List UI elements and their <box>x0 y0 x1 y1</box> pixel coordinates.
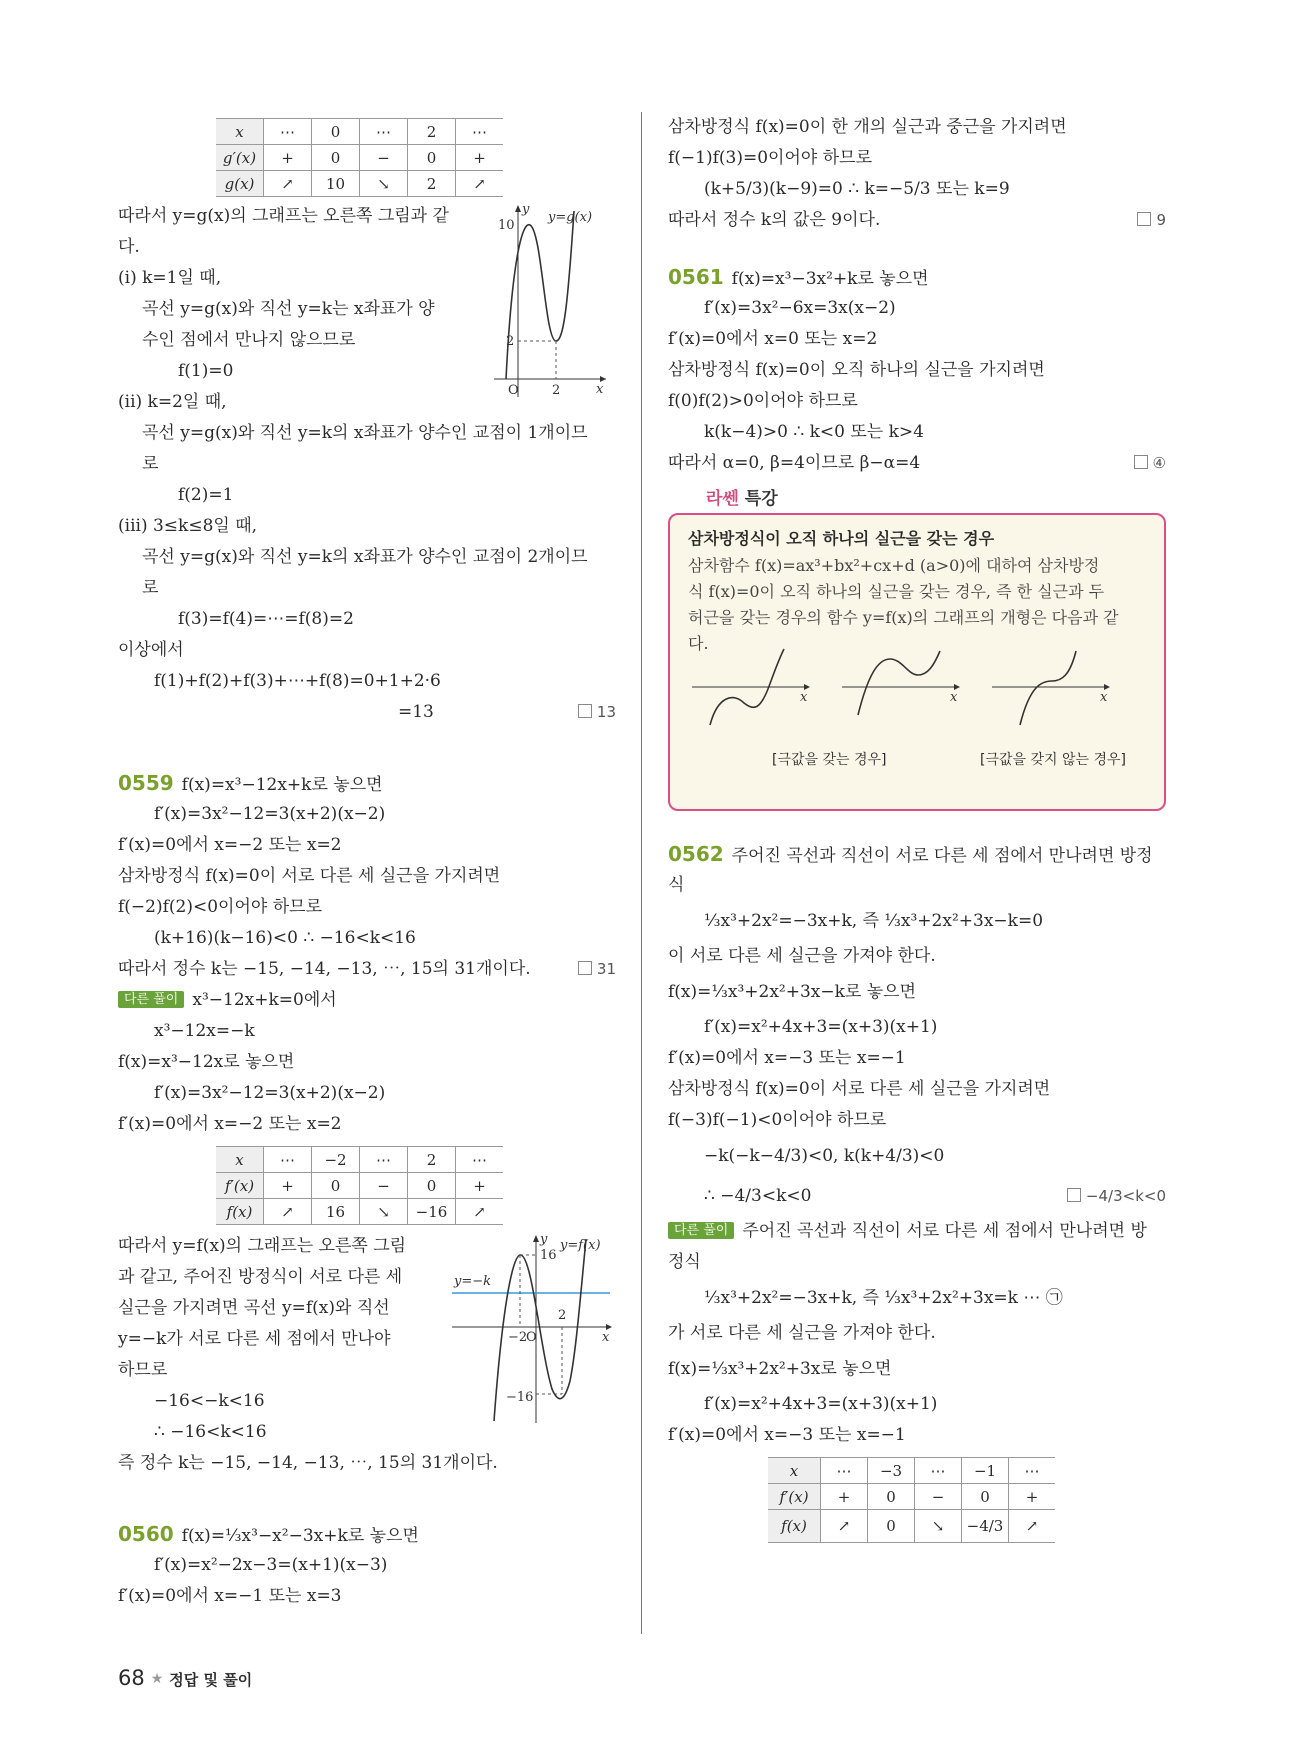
table-cell: + <box>264 1173 312 1199</box>
conclusion: ∴ −4/3<k<0 <box>704 1186 812 1206</box>
answer-mark <box>578 954 616 985</box>
answer-value: 31 <box>596 960 616 978</box>
table-cell: 2 <box>408 171 456 197</box>
text-line: 따라서 y=g(x)의 그래프는 오른쪽 그림과 같 <box>118 206 449 226</box>
g-graph-block <box>118 201 616 398</box>
y-label: y <box>522 202 530 217</box>
text-line: f(1)+f(2)+f(3)+⋯+f(8)=0+1+2·6 <box>154 671 441 691</box>
y-label: y <box>540 1232 548 1247</box>
table-cell: 2 <box>408 119 456 145</box>
alt-solution-badge: 다른 풀이 <box>668 1222 734 1239</box>
text-line: f′(x)=0에서 x=0 또는 x=2 <box>668 329 878 349</box>
alt-head: 주어진 곡선과 직선이 서로 다른 세 점에서 만나려면 방 <box>742 1221 1147 1241</box>
table-cell: −4/3 <box>962 1510 1009 1543</box>
text-line: −16<−k<16 <box>154 1391 265 1411</box>
text-line: 로 <box>142 454 159 474</box>
table-cell: ↗ <box>264 1199 312 1225</box>
table-cell: ↗ <box>456 1199 504 1225</box>
table-cell: + <box>456 145 504 171</box>
conclusion: 따라서 정수 k의 값은 9이다. <box>668 210 881 230</box>
tip-caption-1: [극값을 갖는 경우] <box>772 752 887 768</box>
text-line: 삼차방정식 f(x)=0이 오직 하나의 실근을 가지려면 <box>668 360 1045 380</box>
text-line <box>668 448 1166 479</box>
function-label: y=f(x) <box>560 1238 601 1253</box>
table-cell: f(x) <box>216 1199 264 1225</box>
problem-number: 0559 <box>118 771 174 795</box>
tip-content <box>668 513 1166 811</box>
text-line: (iii) 3≤k≤8일 때, <box>118 516 258 536</box>
alt-head: x³−12x+k=0에서 <box>192 990 337 1010</box>
table-cell: x <box>768 1458 821 1484</box>
graph-f <box>448 1231 616 1427</box>
table-cell: 0 <box>962 1484 1009 1510</box>
text-line: f′(x)=0에서 x=−2 또는 x=2 <box>118 835 342 855</box>
page-footer <box>118 1666 252 1690</box>
result-value: =13 <box>398 702 434 722</box>
text-line: f′(x)=x²+4x+3=(x+3)(x+1) <box>704 1017 938 1037</box>
tip-curve-3 <box>1020 651 1076 725</box>
page-number: 68 <box>118 1666 145 1690</box>
table-cell: 2 <box>408 1147 456 1173</box>
text-line: 과 같고, 주어진 방정식이 서로 다른 세 <box>118 1267 403 1287</box>
conclusion: 따라서 정수 k는 −15, −14, −13, ⋯, 15의 31개이다. <box>118 959 531 979</box>
text-line: 이상에서 <box>118 640 184 660</box>
answer-box-icon <box>1134 455 1148 469</box>
problem-number: 0560 <box>118 1522 174 1546</box>
tick-label: 16 <box>540 1248 557 1263</box>
answer-mark <box>1067 1176 1166 1216</box>
text-line: (ii) k=2일 때, <box>118 392 227 412</box>
table-cell: ⋯ <box>360 119 408 145</box>
tip-box <box>668 485 1166 811</box>
table-cell: ↗ <box>264 171 312 197</box>
graph-g <box>490 201 610 401</box>
problem-0560-header <box>118 1519 616 1550</box>
text-line: f(0)f(2)>0이어야 하므로 <box>668 391 858 411</box>
table-cell: 0 <box>312 1173 360 1199</box>
problem-head: f(x)=x³−12x+k로 놓으면 <box>181 775 383 795</box>
tip-graphs <box>682 645 1152 735</box>
column-divider <box>641 112 642 1634</box>
text-line: f(−1)f(3)=0이어야 하므로 <box>668 148 872 168</box>
table-cell: ↘ <box>915 1510 962 1543</box>
problem-number: 0561 <box>668 265 724 289</box>
table-cell: − <box>360 1173 408 1199</box>
text-line: (k+16)(k−16)<0 ∴ −16<k<16 <box>154 928 416 948</box>
answer-mark <box>1134 448 1166 479</box>
table-cell: ⋯ <box>456 1147 504 1173</box>
text-line <box>668 1176 1166 1216</box>
answer-value: 9 <box>1156 211 1166 229</box>
text-line: f(2)=1 <box>178 485 234 505</box>
table-cell: ↘ <box>360 171 408 197</box>
text-line: 곡선 y=g(x)와 직선 y=k는 x좌표가 양 <box>142 299 435 319</box>
text-line <box>118 954 616 985</box>
text-line <box>118 697 616 728</box>
text-line: f(3)=f(4)=⋯=f(8)=2 <box>178 609 354 629</box>
variation-table-g <box>216 118 503 197</box>
function-label: y=g(x) <box>548 210 593 225</box>
table-cell: 16 <box>312 1199 360 1225</box>
text-line: 로 <box>142 578 159 598</box>
x-label: x <box>596 382 604 397</box>
tip-line: 식 f(x)=0이 오직 하나의 실근을 갖는 경우, 즉 한 실근과 두 <box>688 582 1105 601</box>
table-cell: ⋯ <box>821 1458 868 1484</box>
tick-label: −2 <box>508 1330 528 1345</box>
text-line: 가 서로 다른 세 실근을 가져야 한다. <box>668 1323 936 1343</box>
table-cell: f(x) <box>768 1510 821 1543</box>
problem-head: f(x)=x³−3x²+k로 놓으면 <box>731 269 929 289</box>
table-cell: ↗ <box>1009 1510 1056 1543</box>
text-line: 삼차방정식 f(x)=0이 한 개의 실근과 중근을 가지려면 <box>668 117 1067 137</box>
right-column <box>668 112 1166 1547</box>
text-line: x³−12x=−k <box>154 1021 255 1041</box>
x-label: x <box>950 690 958 705</box>
tip-line: 삼차함수 f(x)=ax³+bx²+cx+d (a>0)에 대하여 삼차방정 <box>688 556 1100 575</box>
table-cell: x <box>216 1147 264 1173</box>
f-graph-block <box>118 1231 616 1448</box>
text-line: 삼차방정식 f(x)=0이 서로 다른 세 실근을 가지려면 <box>118 866 501 886</box>
text-line: f(1)=0 <box>178 361 234 381</box>
table-cell: + <box>456 1173 504 1199</box>
text-line: ∴ −16<k<16 <box>154 1422 267 1442</box>
tick-label: 2 <box>506 334 515 349</box>
text-line: (k+5/3)(k−9)=0 ∴ k=−5/3 또는 k=9 <box>704 179 1010 199</box>
problem-0559-header <box>118 768 616 799</box>
text-line: f′(x)=3x²−12=3(x+2)(x−2) <box>154 1083 386 1103</box>
left-column <box>118 112 616 1612</box>
x-label: x <box>1100 690 1108 705</box>
text-line: f(−2)f(2)<0이어야 하므로 <box>118 897 322 917</box>
alt-solution-badge: 다른 풀이 <box>118 991 184 1008</box>
variation-table-f-0559 <box>216 1146 503 1225</box>
text-line: 다. <box>118 237 140 257</box>
tick-label: 2 <box>552 383 561 398</box>
text-line: f′(x)=3x²−12=3(x+2)(x−2) <box>154 804 386 824</box>
table-cell: − <box>915 1484 962 1510</box>
table-cell: ⋯ <box>264 119 312 145</box>
table-cell: ⋯ <box>1009 1458 1056 1484</box>
text-line: 하므로 <box>118 1360 168 1380</box>
answer-box-icon <box>1067 1188 1081 1202</box>
text-line: k(k−4)>0 ∴ k<0 또는 k>4 <box>704 422 924 442</box>
table-cell: 0 <box>312 119 360 145</box>
answer-box-icon <box>1137 212 1151 226</box>
y-arrow <box>533 1235 539 1242</box>
answer-mark <box>1137 205 1166 236</box>
tip-body <box>688 553 1148 657</box>
variation-table-f-0562 <box>768 1457 1055 1543</box>
table-cell: + <box>821 1484 868 1510</box>
tip-curve-2 <box>858 651 940 715</box>
tick-label: −16 <box>506 1390 534 1405</box>
table-cell: 0 <box>868 1510 915 1543</box>
alt-solution-header <box>118 985 616 1016</box>
x-label: x <box>602 1330 610 1345</box>
table-cell: 0 <box>312 145 360 171</box>
text-line: 식 <box>668 875 685 895</box>
alt-solution-header <box>668 1216 1166 1247</box>
text-line: 즉 정수 k는 −15, −14, −13, ⋯, 15의 31개이다. <box>118 1453 498 1473</box>
text-line: ⅓x³+2x²=−3x+k, 즉 ⅓x³+2x²+3x=k ⋯ ㉠ <box>704 1288 1063 1308</box>
tip-line: 다. <box>688 634 709 653</box>
table-cell: f′(x) <box>216 1173 264 1199</box>
table-cell: 10 <box>312 171 360 197</box>
text-line: −k(−k−4/3)<0, k(k+4/3)<0 <box>704 1146 945 1166</box>
table-cell: −2 <box>312 1147 360 1173</box>
table-cell: −16 <box>408 1199 456 1225</box>
text-line: 정식 <box>668 1252 701 1272</box>
text-line: ⅓x³+2x²=−3x+k, 즉 ⅓x³+2x²+3x−k=0 <box>704 911 1044 931</box>
tick-label: 10 <box>498 218 515 233</box>
tip-title: 삼차방정식이 오직 하나의 실근을 갖는 경우 <box>688 529 995 548</box>
problem-0561-header <box>668 262 1166 293</box>
tip-label-brand: 라쎈 <box>706 489 739 509</box>
text-line: 곡선 y=g(x)와 직선 y=k의 x좌표가 양수인 교점이 2개이므 <box>142 547 588 567</box>
table-cell: 0 <box>868 1484 915 1510</box>
text-line: f(x)=x³−12x로 놓으면 <box>118 1052 295 1072</box>
text-line: f′(x)=0에서 x=−2 또는 x=2 <box>118 1114 342 1134</box>
text-line: f′(x)=0에서 x=−3 또는 x=−1 <box>668 1425 906 1445</box>
text-line: f′(x)=3x²−6x=3x(x−2) <box>704 298 896 318</box>
table-cell: ⋯ <box>456 119 504 145</box>
table-cell: 0 <box>408 145 456 171</box>
tip-caption-2: [극값을 갖지 않는 경우] <box>980 752 1126 768</box>
tip-label-text: 특강 <box>744 489 778 509</box>
table-cell: ⋯ <box>360 1147 408 1173</box>
text-line: f(−3)f(−1)<0이어야 하므로 <box>668 1110 887 1130</box>
line-label: y=−k <box>454 1274 492 1289</box>
x-label: x <box>800 690 808 705</box>
problem-number: 0562 <box>668 842 724 866</box>
origin-label: O <box>526 1330 537 1345</box>
text-line: 삼차방정식 f(x)=0이 서로 다른 세 실근을 가지려면 <box>668 1079 1051 1099</box>
table-cell: 0 <box>408 1173 456 1199</box>
answer-value: −4/3<k<0 <box>1085 1187 1166 1205</box>
table-cell: + <box>1009 1484 1056 1510</box>
text-line: 곡선 y=g(x)와 직선 y=k의 x좌표가 양수인 교점이 1개이므 <box>142 423 588 443</box>
table-cell: ↗ <box>456 171 504 197</box>
answer-value: ④ <box>1152 454 1166 472</box>
answer-mark <box>578 697 616 728</box>
tip-label <box>668 485 1166 513</box>
text-line: 실근을 가지려면 곡선 y=f(x)와 직선 <box>118 1298 390 1318</box>
problem-0562-header <box>668 839 1166 870</box>
text-line: 따라서 y=f(x)의 그래프는 오른쪽 그림 <box>118 1236 407 1256</box>
text-line: f′(x)=x²−2x−3=(x+1)(x−3) <box>154 1555 388 1575</box>
table-cell: f′(x) <box>768 1484 821 1510</box>
y-arrow <box>515 205 521 212</box>
table-cell: x <box>216 119 264 145</box>
star-icon: ★ <box>150 1671 164 1687</box>
table-cell: ⋯ <box>915 1458 962 1484</box>
text-line: 수인 점에서 만나지 않으므로 <box>142 330 356 350</box>
table-cell: −1 <box>962 1458 1009 1484</box>
text-line: 이 서로 다른 세 실근을 가져야 한다. <box>668 946 936 966</box>
table-cell: − <box>360 145 408 171</box>
table-cell: ↘ <box>360 1199 408 1225</box>
text-line: f(x)=⅓x³+2x²+3x로 놓으면 <box>668 1359 892 1379</box>
text-line: (i) k=1일 때, <box>118 268 222 288</box>
g-curve <box>506 211 574 379</box>
text-line: f′(x)=0에서 x=−1 또는 x=3 <box>118 1586 342 1606</box>
text-line: f(x)=⅓x³+2x²+3x−k로 놓으면 <box>668 982 917 1002</box>
text-line <box>668 205 1166 236</box>
text-line: f′(x)=x²+4x+3=(x+3)(x+1) <box>704 1394 938 1414</box>
text-line: f′(x)=0에서 x=−3 또는 x=−1 <box>668 1048 906 1068</box>
problem-head: f(x)=⅓x³−x²−3x+k로 놓으면 <box>181 1526 419 1546</box>
table-cell: g′(x) <box>216 145 264 171</box>
text-line: y=−k가 서로 다른 세 점에서 만나야 <box>118 1329 391 1349</box>
table-cell: g(x) <box>216 171 264 197</box>
conclusion: 따라서 α=0, β=4이므로 β−α=4 <box>668 453 921 473</box>
answer-value: 13 <box>596 703 616 721</box>
section-title: 정답 및 풀이 <box>169 1671 253 1689</box>
tip-line: 허근을 갖는 경우의 함수 y=f(x)의 그래프의 개형은 다음과 같 <box>688 608 1119 627</box>
problem-head: 주어진 곡선과 직선이 서로 다른 세 점에서 만나려면 방정 <box>731 846 1153 866</box>
answer-box-icon <box>578 961 592 975</box>
tick-label: 2 <box>558 1308 567 1323</box>
table-cell: ⋯ <box>264 1147 312 1173</box>
answer-box-icon <box>578 704 592 718</box>
table-cell: + <box>264 145 312 171</box>
origin-label: O <box>508 383 519 398</box>
table-cell: −3 <box>868 1458 915 1484</box>
table-cell: ↗ <box>821 1510 868 1543</box>
